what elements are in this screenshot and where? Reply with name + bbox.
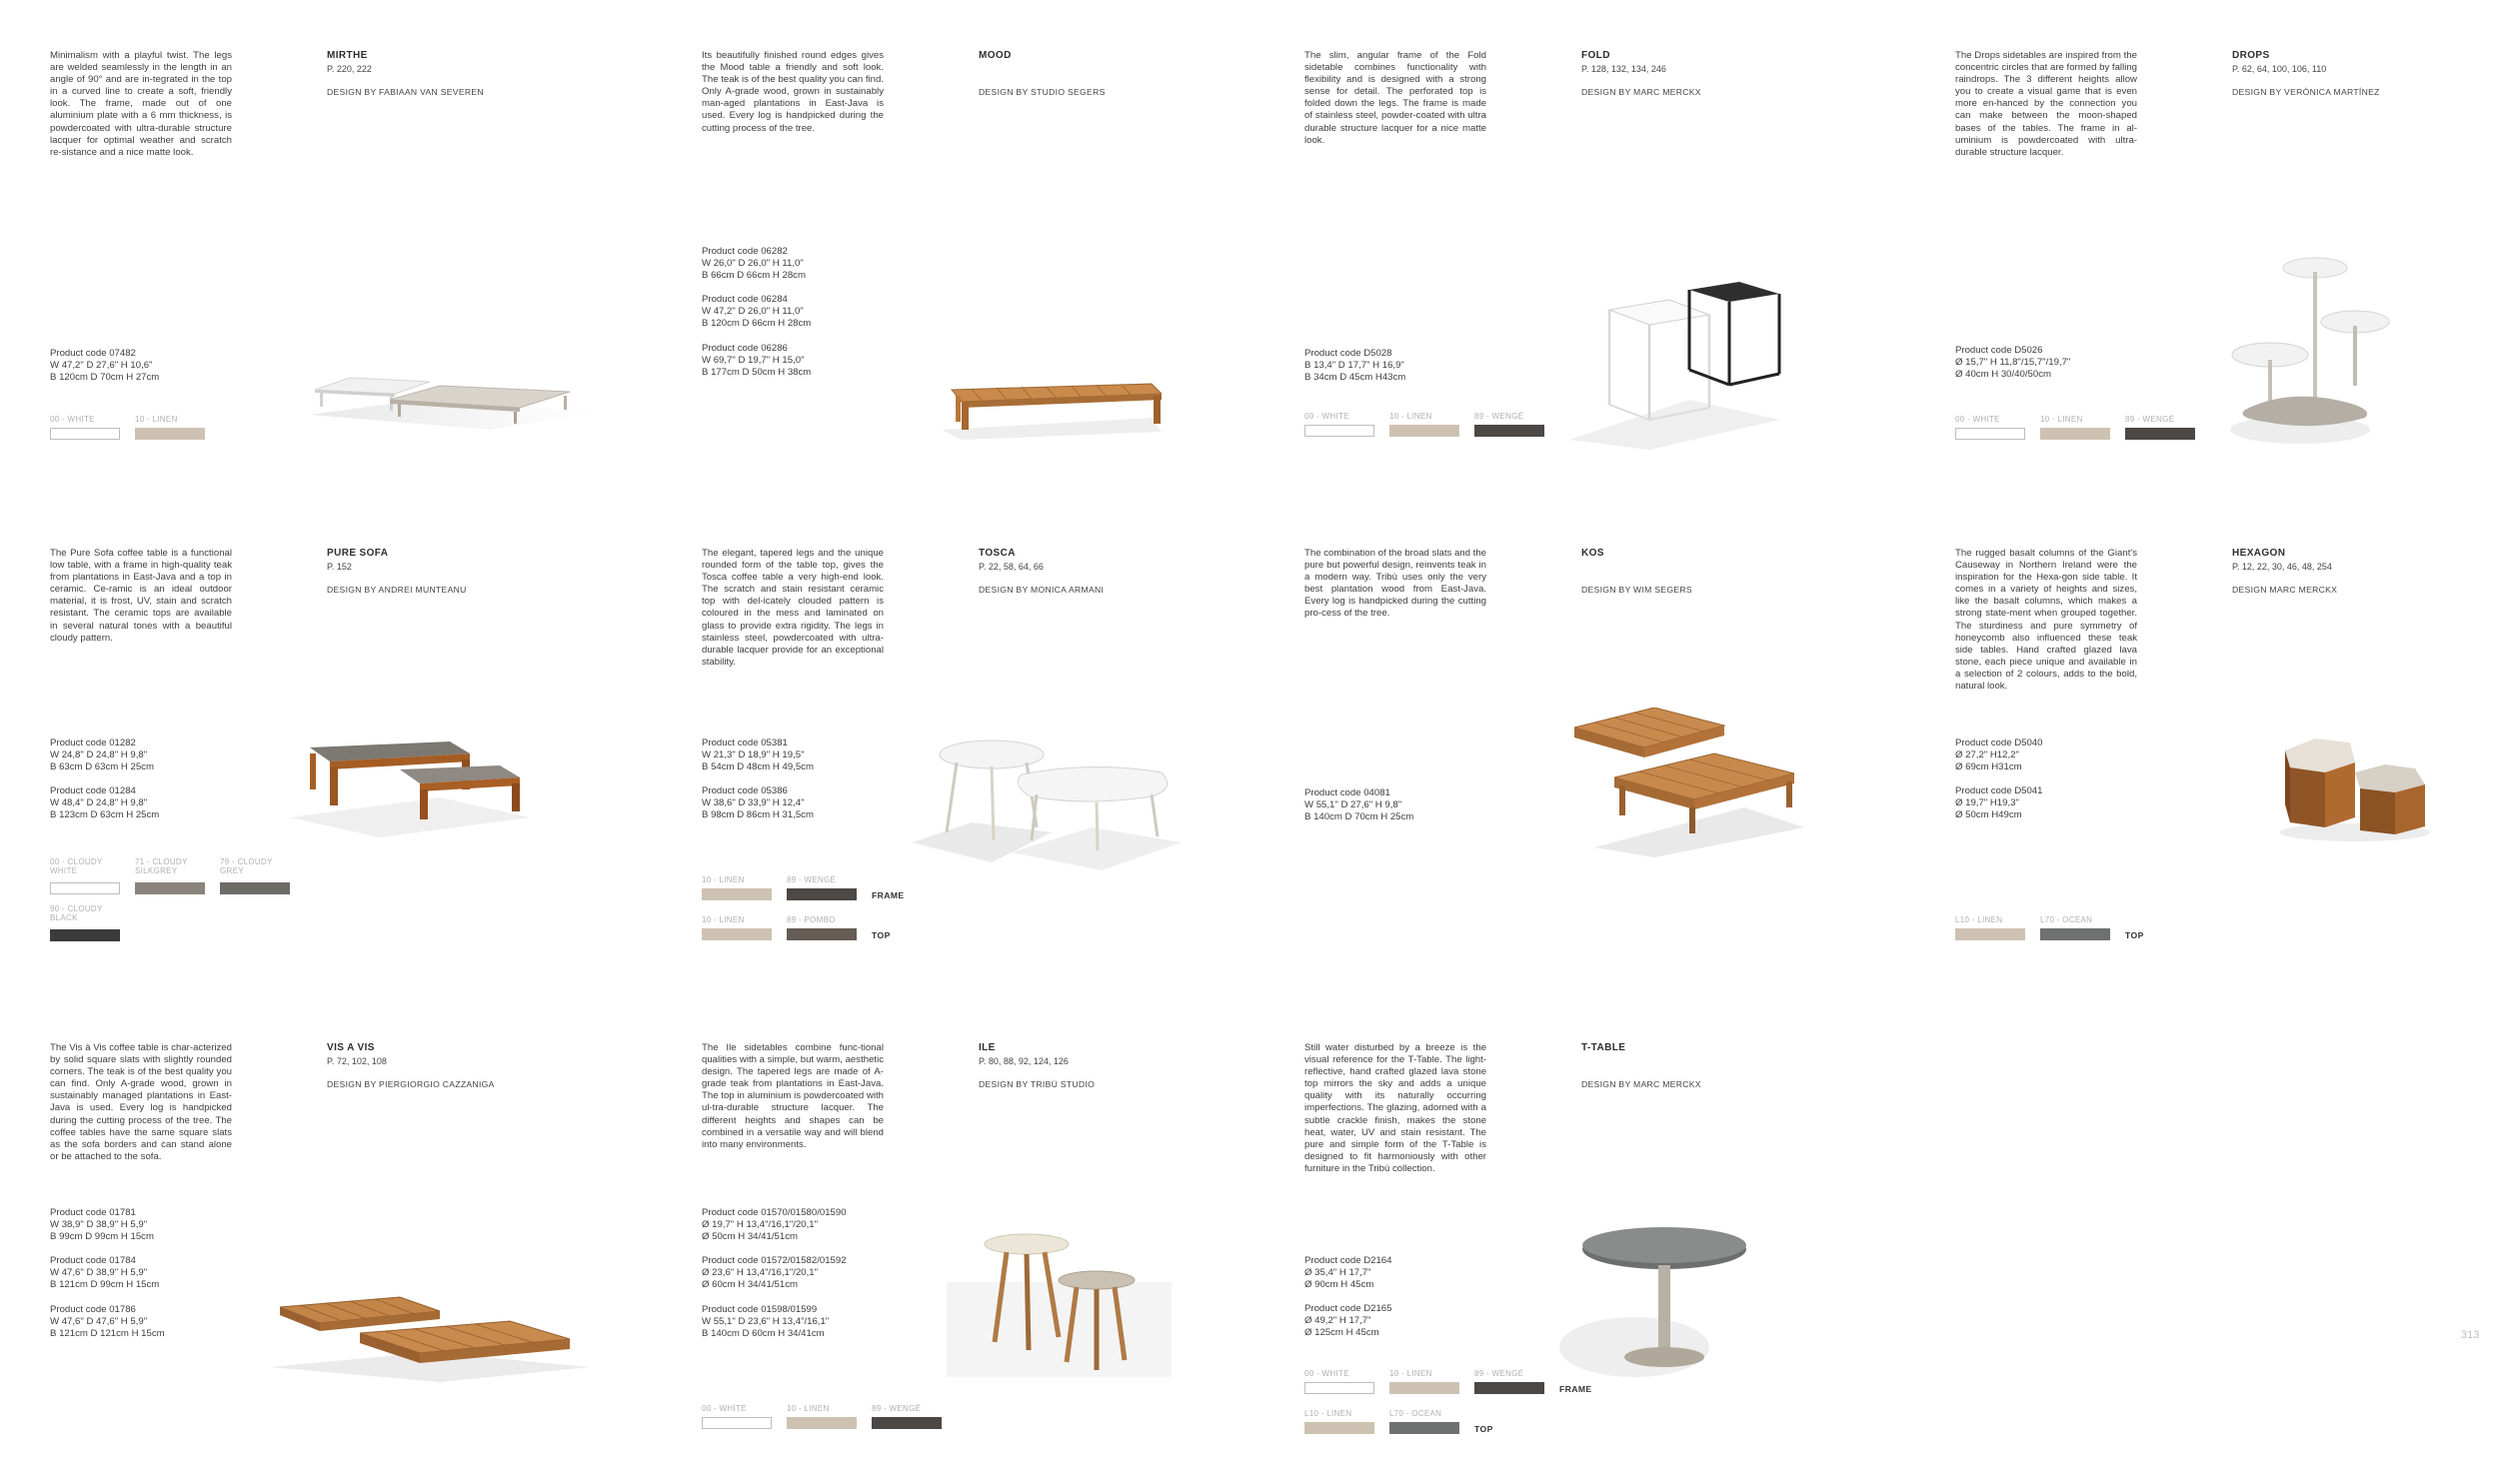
product-code-imperial: W 21,3" D 18,9" H 19,5" — [702, 749, 805, 761]
color-swatch — [1955, 915, 2027, 940]
product-description: The Pure Sofa coffee table is a functional low table, with a frame in high-quality teak from plantations in East-Java and a top in ceramic. Ce-ramic is an ideal outdoor material, it is frost, UV, stain and scratch resistant. The ceramic tops are available in several natural tones with a beautiful cloudy pattern. — [50, 548, 232, 644]
product-code-entry — [702, 1207, 847, 1243]
swatch-label: 00 - CLOUDY WHITE — [50, 857, 103, 875]
product-image-fold — [1569, 270, 1789, 450]
swatch-color-chip — [1955, 928, 2025, 940]
swatch-label: 71 - CLOUDY SILKGREY — [135, 857, 188, 875]
swatch-label: 00 - WHITE — [50, 415, 95, 424]
product-code-imperial: W 55,1" D 23,6" H 13,4"/16,1" — [702, 1315, 830, 1327]
product-name: ILE — [979, 1042, 996, 1053]
product-code-entry — [1304, 1303, 1391, 1339]
product-code-metric: Ø 69cm H31cm — [1955, 761, 2022, 773]
designer-credit: DESIGN BY MONICA ARMANI — [979, 585, 1105, 595]
product-code-entry — [702, 1304, 847, 1340]
product-code-code: Product code 04081 — [1304, 787, 1390, 798]
product-code-code: Product code 06286 — [702, 342, 788, 354]
product-name: MOOD — [979, 50, 1012, 61]
swatch-label: 00 - WHITE — [1304, 412, 1349, 421]
product-description: The elegant, tapered legs and the unique rounded form of the table top, gives the Tosca coffee table a very high-end look. The scratch and stain resistant ceramic top with del-icately clouded pattern is coloured in the mess and laminated on glass to provide extra rigidity. The legs in stainless steel, powdercoated with ultra-durable lacquer provide for an exceptional stability. — [702, 548, 884, 668]
color-swatch — [1304, 1369, 1376, 1394]
product-code-imperial: W 38,9" D 38,9" H 5,9" — [50, 1219, 148, 1231]
product-code-metric: Ø 90cm H 45cm — [1304, 1279, 1374, 1291]
swatch-color-chip — [2125, 428, 2195, 440]
product-code-entry — [50, 738, 159, 773]
product-code-entry — [50, 348, 159, 384]
swatch-color-chip — [1389, 1422, 1459, 1434]
swatch-color-chip — [1304, 1382, 1374, 1394]
designer-credit: DESIGN BY WIM SEGERS — [1581, 585, 1692, 595]
color-swatch — [50, 857, 122, 894]
product-code-metric: B 121cm D 99cm H 15cm — [50, 1279, 160, 1291]
product-code-entry — [50, 1304, 165, 1340]
product-code-metric: B 120cm D 66cm H 28cm — [702, 318, 812, 330]
page-references: P. 12, 22, 30, 46, 48, 254 — [2232, 562, 2332, 572]
product-name: HEXAGON — [2232, 548, 2286, 559]
color-swatch — [2040, 915, 2112, 940]
product-code-entry — [1955, 785, 2042, 821]
product-code-code: Product code 01781 — [50, 1207, 136, 1218]
swatch-label: 00 - WHITE — [1304, 1369, 1349, 1378]
product-image-pure-sofa — [290, 728, 530, 837]
swatch-color-chip — [1304, 425, 1374, 437]
product-name: VIS A VIS — [327, 1042, 375, 1053]
designer-credit: DESIGN BY ANDREI MUNTEANU — [327, 585, 467, 595]
designer-credit: DESIGN BY MARC MERCKX — [1581, 1079, 1701, 1089]
product-code-imperial: W 48,4" D 24,8" H 9,8" — [50, 797, 148, 809]
swatch-label: 00 - WHITE — [1955, 415, 2000, 424]
color-swatch — [872, 1404, 944, 1429]
color-swatch — [787, 875, 859, 900]
product-code-entry — [1304, 1255, 1391, 1291]
product-code-entry — [1304, 348, 1405, 384]
swatch-color-chip — [1304, 1422, 1374, 1434]
product-code-metric: B 121cm D 121cm H 15cm — [50, 1327, 165, 1339]
product-name: PURE SOFA — [327, 548, 389, 559]
swatch-label: 79 - CLOUDY GREY — [220, 857, 273, 875]
swatch-color-chip — [2040, 428, 2110, 440]
product-code-metric: Ø 40cm H 30/40/50cm — [1955, 369, 2051, 381]
swatch-label: 90 - CLOUDY BLACK — [50, 904, 103, 922]
swatch-label: 10 - LINEN — [787, 1404, 830, 1413]
designer-credit: DESIGN BY MARC MERCKX — [1581, 87, 1701, 97]
product-code-entry — [702, 1255, 847, 1291]
swatch-color-chip — [50, 428, 120, 440]
product-image-mirthe — [310, 360, 600, 430]
product-code-imperial: Ø 19,7" H19,3" — [1955, 797, 2019, 809]
product-code-metric: B 140cm D 70cm H 25cm — [1304, 811, 1414, 823]
product-name: FOLD — [1581, 50, 1610, 61]
product-description: The Vis à Vis coffee table is char-acterized by solid square slats with slightly rounded corners. The teak is of the best quality you can find. Only A-grade wood, grown in sustainably managed plantations in East-Java is used. Every log is handpicked during the cutting process of the tree. The coffee tables have the same square slats as the sofa borders and can stand alone or be attached to the sofa. — [50, 1042, 232, 1162]
color-swatch — [220, 857, 292, 894]
swatch-color-chip — [50, 882, 120, 894]
product-code-imperial: W 26,0" D 26,0" H 11,0" — [702, 258, 804, 270]
product-code-metric: Ø 50cm H 34/41/51cm — [702, 1231, 798, 1243]
product-name: KOS — [1581, 548, 1604, 559]
product-image-hexagon — [2265, 733, 2435, 842]
swatch-color-chip — [135, 428, 205, 440]
color-swatch — [2125, 415, 2197, 440]
color-swatch — [702, 875, 774, 900]
page-references: P. 128, 132, 134, 246 — [1581, 64, 1666, 74]
product-code-metric: B 63cm D 63cm H 25cm — [50, 761, 154, 773]
color-swatch — [50, 904, 122, 941]
designer-credit: DESIGN BY TRIBÙ STUDIO — [979, 1079, 1096, 1089]
product-code-entry — [1955, 738, 2042, 773]
product-code-metric: B 123cm D 63cm H 25cm — [50, 809, 160, 821]
swatch-color-chip — [135, 882, 205, 894]
product-description: Still water disturbed by a breeze is the visual reference for the T-Table. The light-reflective, hand crafted glazed lava stone top mirrors the sky and adds a unique quality with its naturally occurring imperfections. The glazing, adorned with a subtle crackle finish, makes the stone heat, water, UV and stain resistant. The pure and simple form of the T-Table is designed to fit harmoniously with other furniture in the Tribù collection. — [1304, 1042, 1486, 1174]
color-swatch — [135, 857, 207, 894]
swatch-label: 10 - LINEN — [135, 415, 178, 424]
product-code-code: Product code 07482 — [50, 348, 136, 359]
product-name: MIRTHE — [327, 50, 368, 61]
swatch-color-chip — [702, 1417, 772, 1429]
product-code-imperial: Ø 19,7" H 13,4"/16,1"/20,1" — [702, 1219, 819, 1231]
product-name: TOSCA — [979, 548, 1016, 559]
product-code-entry — [50, 1255, 165, 1291]
swatch-label: 89 - WENGÉ — [1474, 1369, 1524, 1378]
product-code-code: Product code D5040 — [1955, 738, 2043, 748]
product-description: Minimalism with a playful twist. The legs are welded seamlessly in the length in an angle of 90° and are in-tegrated in the top in a curved line to create a soft, friendly look. The frame, made out of one aluminium plate with a 6 mm thickness, is powdercoated with ultra-durable structure lacquer for optimal weather and scratch re-sistance and a nice matte look. — [50, 50, 232, 158]
product-description: The slim, angular frame of the Fold sidetable combines functionality with flexibility and is designed with a strong sense for detail. The perforated top is folded down the legs. The frame is made of stainless steel, powder-coated with ultra durable structure lacquer for a nice matte look. — [1304, 50, 1486, 146]
product-description: The Drops sidetables are inspired from the concentric circles that are formed by falling raindrops. The 3 different heights allow you to create a visual game that is even more en-hanced by the connection you can make between the moon-shaped bases of the tables. The frame in al-uminium is powdercoated with ultra-durable structure lacquer. — [1955, 50, 2137, 158]
product-description: The combination of the broad slats and the pure but powerful design, reinvents teak in a modern way. Tribù uses only the very best plantation wood from East-Java. Every log is handpicked during the cutting pro-cess of the tree. — [1304, 548, 1486, 620]
swatch-label: 89 - WENGÉ — [787, 875, 837, 884]
product-code-imperial: W 47,6" D 47,6" H 5,9" — [50, 1315, 148, 1327]
swatch-color-chip — [787, 888, 857, 900]
swatch-row-tag: TOP — [872, 930, 891, 940]
swatch-label: L10 - LINEN — [1304, 1409, 1352, 1418]
product-code-code: Product code 06284 — [702, 294, 788, 306]
color-swatch — [1389, 412, 1461, 437]
color-swatch — [787, 915, 859, 940]
swatch-color-chip — [50, 929, 120, 941]
swatch-color-chip — [872, 1417, 942, 1429]
product-code-metric: B 99cm D 99cm H 15cm — [50, 1231, 154, 1243]
color-swatch — [1955, 415, 2027, 440]
product-code-imperial: Ø 49,2" H 17,7" — [1304, 1315, 1371, 1327]
swatch-row-tag: FRAME — [1559, 1384, 1592, 1394]
swatch-row-tag: TOP — [1474, 1424, 1493, 1434]
swatch-label: 89 - WENGÉ — [2125, 415, 2175, 424]
product-code-entry — [702, 738, 814, 773]
product-description: The rugged basalt columns of the Giant's Causeway in Northern Ireland were the inspiration for the Hexa-gon side table. It comes in a variety of heights and sizes, like the basalt columns, which makes a strong state-ment when grouped together. The sturdiness and pure symmetry of honeycomb also influenced these teak side tables. Hand crafted glazed lava stone, each piece unique and available in a selection of 2 colours, adds to the bold, natural look. — [1955, 548, 2137, 693]
product-code-imperial: Ø 35,4" H 17,7" — [1304, 1267, 1371, 1279]
product-code-metric: B 177cm D 50cm H 38cm — [702, 366, 812, 378]
swatch-color-chip — [787, 928, 857, 940]
color-swatch — [702, 915, 774, 940]
color-swatch — [1389, 1369, 1461, 1394]
product-block-drops — [1955, 50, 2498, 530]
page-references: P. 80, 88, 92, 124, 126 — [979, 1056, 1069, 1066]
swatch-color-chip — [1474, 425, 1544, 437]
page-references: P. 62, 64, 100, 106, 110 — [2232, 64, 2327, 74]
product-code-imperial: W 38,6" D 33,9" H 12,4" — [702, 797, 805, 809]
product-codes — [1955, 345, 2070, 393]
swatch-color-chip — [787, 1417, 857, 1429]
color-swatch — [1389, 1409, 1461, 1434]
product-image-drops — [2225, 250, 2395, 450]
product-image-vis-a-vis — [270, 1267, 590, 1382]
swatch-color-chip — [1389, 425, 1459, 437]
product-image-tosca — [912, 733, 1182, 872]
product-code-code: Product code 01786 — [50, 1303, 136, 1315]
designer-credit: DESIGN BY FABIAAN VAN SEVEREN — [327, 87, 484, 97]
product-code-imperial: W 47,6" D 38,9" H 5,9" — [50, 1267, 148, 1279]
product-code-code: Product code 05386 — [702, 785, 788, 797]
product-codes — [702, 1207, 847, 1352]
product-code-imperial: W 69,7" D 19,7" H 15,0" — [702, 354, 805, 366]
product-code-imperial: W 47,2" D 27,6" H 10,6" — [50, 360, 153, 372]
product-codes — [50, 1207, 165, 1352]
product-code-imperial: Ø 23,6" H 13,4"/16,1"/20,1" — [702, 1267, 819, 1279]
product-code-code: Product code 01784 — [50, 1255, 136, 1267]
product-code-entry — [702, 343, 811, 379]
swatch-label: 10 - LINEN — [2040, 415, 2083, 424]
designer-credit: DESIGN MARC MERCKX — [2232, 585, 2338, 595]
product-description: The Ile sidetables combine func-tional qualities with a simple, but warm, aesthetic design. The tapered legs are made of A-grade teak from plantations in East-Java. The top in aluminium is powdercoated with ul-tra-durable structure lacquer. The different heights and shapes can be combined in a versatile way and will blend into many environments. — [702, 1042, 884, 1150]
product-code-metric: B 140cm D 60cm H 34/41cm — [702, 1327, 825, 1339]
swatch-label: L10 - LINEN — [1955, 915, 2003, 924]
product-code-entry — [702, 294, 811, 330]
product-block-t-table — [1304, 1042, 2498, 1484]
color-swatch — [1474, 412, 1546, 437]
product-image-kos — [1574, 708, 1804, 857]
swatch-color-chip — [1474, 1382, 1544, 1394]
product-code-code: Product code 01598/01599 — [702, 1303, 818, 1315]
product-description: Its beautifully finished round edges gives the Mood table a friendly and soft look. The teak is of the best quality you can find. Only A-grade wood, grown in sustainably man-aged plantations in East-Java is used. Every log is handpicked during the cutting process of the tree. — [702, 50, 884, 134]
designer-credit: DESIGN BY PIERGIORGIO CAZZANIGA — [327, 1079, 495, 1089]
designer-credit: DESIGN BY STUDIO SEGERS — [979, 87, 1106, 97]
designer-credit: DESIGN BY VERÓNICA MARTÍNEZ — [2232, 87, 2380, 97]
color-swatch — [2040, 415, 2112, 440]
swatch-row-tag: TOP — [2125, 930, 2144, 940]
product-code-imperial: W 55,1" D 27,6" H 9,8" — [1304, 799, 1402, 811]
color-swatch — [702, 1404, 774, 1429]
swatch-label: L70 - OCEAN — [1389, 1409, 1442, 1418]
product-block-hexagon — [1955, 548, 2498, 1027]
product-code-metric: B 98cm D 86cm H 31,5cm — [702, 809, 814, 821]
color-swatch — [1474, 1369, 1546, 1394]
product-code-entry — [50, 1207, 165, 1243]
product-codes — [1304, 787, 1413, 835]
product-code-metric: Ø 60cm H 34/41/51cm — [702, 1279, 798, 1291]
swatch-label: 10 - LINEN — [1389, 1369, 1432, 1378]
color-swatch — [50, 415, 122, 440]
product-codes — [1304, 1255, 1391, 1352]
swatch-label: 89 - WENGÉ — [1474, 412, 1524, 421]
color-swatch — [1304, 412, 1376, 437]
product-code-imperial: Ø 27,2" H12,2" — [1955, 749, 2019, 761]
product-code-imperial: W 47,2" D 26,0" H 11,0" — [702, 306, 804, 318]
product-code-imperial: W 24,8" D 24,8" H 9,8" — [50, 749, 148, 761]
product-code-code: Product code 05381 — [702, 738, 788, 748]
product-code-entry — [1955, 345, 2070, 381]
swatch-label: 89 - WENGÉ — [872, 1404, 922, 1413]
product-code-entry — [1304, 787, 1413, 823]
swatch-label: 89 - POMBO — [787, 915, 836, 924]
product-codes — [50, 348, 159, 396]
product-code-metric: Ø 50cm H49cm — [1955, 809, 2022, 821]
product-image-mood — [942, 370, 1162, 440]
product-code-entry — [702, 246, 811, 282]
color-swatch — [1304, 1409, 1376, 1434]
swatch-label: 10 - LINEN — [702, 915, 745, 924]
product-code-code: Product code 01570/01580/01590 — [702, 1207, 847, 1218]
product-codes — [702, 246, 811, 391]
page-number: 313 — [2461, 1329, 2480, 1341]
swatch-color-chip — [2040, 928, 2110, 940]
swatch-label: 10 - LINEN — [702, 875, 745, 884]
page-references: P. 152 — [327, 562, 352, 572]
swatch-label: 00 - WHITE — [702, 1404, 747, 1413]
product-code-code: Product code D5026 — [1955, 345, 2043, 356]
product-code-imperial: B 13,4" D 17,7" H 16,9" — [1304, 360, 1404, 372]
swatch-row-tag: FRAME — [872, 890, 905, 900]
product-code-code: Product code D2165 — [1304, 1303, 1392, 1315]
color-swatch — [135, 415, 207, 440]
page-references: P. 72, 102, 108 — [327, 1056, 387, 1066]
swatch-color-chip — [220, 882, 290, 894]
product-code-code: Product code D2164 — [1304, 1255, 1392, 1266]
swatch-color-chip — [702, 928, 772, 940]
product-codes — [1304, 348, 1405, 396]
product-code-imperial: Ø 15,7" H 11,8"/15,7"/19,7" — [1955, 357, 2071, 369]
product-image-t-table — [1554, 1227, 1764, 1382]
product-codes — [50, 738, 159, 834]
product-code-code: Product code D5041 — [1955, 785, 2043, 797]
product-code-metric: B 120cm D 70cm H 27cm — [50, 372, 160, 384]
product-code-metric: Ø 125cm H 45cm — [1304, 1327, 1379, 1339]
product-name: DROPS — [2232, 50, 2270, 61]
product-codes — [1955, 738, 2042, 834]
product-code-code: Product code 01284 — [50, 785, 136, 797]
swatch-color-chip — [1955, 428, 2025, 440]
product-code-code: Product code 06282 — [702, 246, 788, 257]
product-code-code: Product code D5028 — [1304, 348, 1392, 359]
product-code-metric: B 34cm D 45cm H43cm — [1304, 372, 1406, 384]
color-swatch — [787, 1404, 859, 1429]
swatch-color-chip — [1389, 1382, 1459, 1394]
product-code-code: Product code 01572/01582/01592 — [702, 1255, 847, 1267]
product-code-metric: B 54cm D 48cm H 49,5cm — [702, 761, 814, 773]
product-codes — [702, 738, 814, 834]
product-code-code: Product code 01282 — [50, 738, 136, 748]
page-references: P. 220, 222 — [327, 64, 372, 74]
swatch-label: 10 - LINEN — [1389, 412, 1432, 421]
swatch-color-chip — [702, 888, 772, 900]
product-name: T-TABLE — [1581, 1042, 1626, 1053]
product-image-ile — [947, 1222, 1172, 1377]
product-code-entry — [702, 785, 814, 821]
page-references: P. 22, 58, 64, 66 — [979, 562, 1044, 572]
product-code-entry — [50, 785, 159, 821]
product-code-metric: B 66cm D 66cm H 28cm — [702, 270, 806, 282]
swatch-label: L70 - OCEAN — [2040, 915, 2093, 924]
